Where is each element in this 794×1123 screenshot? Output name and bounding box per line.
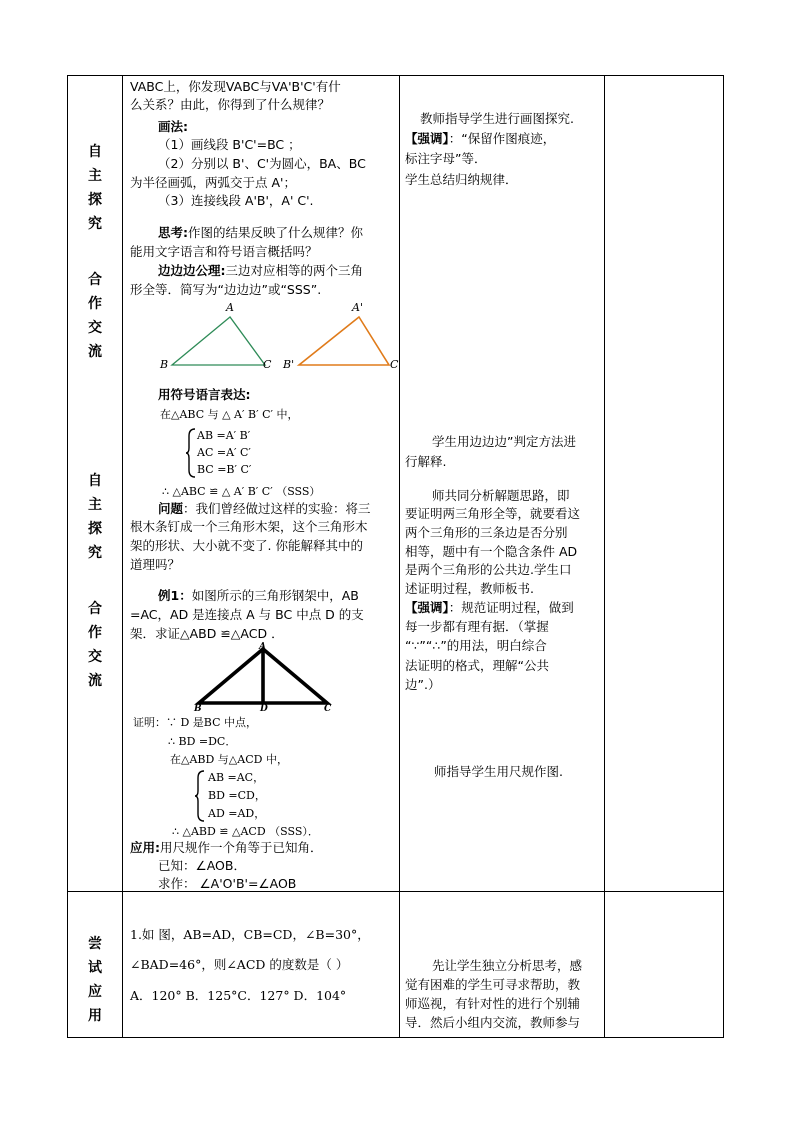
draw-step-2-cont: 为半径画弧，两弧交于点 A'； [130, 175, 296, 190]
question-line-3: 架的形状、大小就不变了. 你能解释其中的 [130, 538, 363, 553]
label-C-prime: C [390, 358, 399, 371]
draw-step-1: （1）画线段 B'C'=BC ； [158, 137, 301, 152]
label-C: C [263, 358, 272, 371]
teacher-line-13: 【强调】：规范证明过程，做到 [405, 600, 574, 615]
label-A-prime: A' [352, 301, 363, 314]
teacher-line-12: 述证明过程，教师板书. [405, 581, 534, 596]
label-A: A [226, 301, 234, 314]
table-col-divider-1 [122, 75, 123, 1037]
application-line: 应用:用尺规作一个角等于已知角． [130, 840, 323, 855]
think-line-1: 思考:作图的结果反映了什么规律？你 [158, 225, 364, 240]
proof-line-3: 在△ABD 与△ACD 中， [170, 753, 288, 766]
brace-icon [185, 428, 197, 478]
sss-line-2: 形全等．简写为“边边边”或“SSS”. [130, 282, 322, 297]
label-D: D [260, 704, 268, 714]
label-A: A [259, 642, 266, 652]
triangle-a-prime [299, 317, 389, 365]
make-line: 求作： ∠A'O'B'=∠AOB [158, 876, 297, 891]
steel-frame-figure [188, 640, 338, 714]
system-2-line-1: AB =AC， [208, 771, 265, 784]
teacher-line-17: 边”.） [405, 677, 441, 692]
try-line-1: 1.如 图，AB=AD，CB=CD，∠B=30°， [130, 927, 370, 942]
question-line-2: 根木条钉成一个三角形木架，这个三角形木 [130, 519, 368, 534]
left-label-section1-b: 合 作 交 流 [88, 272, 102, 360]
symbol-conclusion: ∴ △ABC ≌ △ A′ B′ C′ （SSS） [162, 485, 321, 498]
teacher-line-9: 两个三角形的三条边是否分别 [405, 525, 568, 540]
system-1-line-3: BC =B′ C′ [197, 463, 252, 476]
proof-conclusion: ∴ △ABD ≌ △ACD （SSS）． [172, 825, 319, 838]
triangles-figure [150, 298, 400, 376]
teacher-line-5: 学生用边边边”判定方法进 [432, 434, 576, 449]
system-2-line-2: BD =CD， [208, 789, 266, 802]
label-C: C [324, 704, 332, 714]
think-line-2: 能用文字语言和符号语言概括吗？ [130, 244, 318, 259]
system-2-line-3: AD =AD， [208, 807, 266, 820]
teacher-line-11: 是两个三角形的公共边.学生口 [405, 562, 572, 577]
symbol-title: 用符号语言表达: [158, 387, 251, 402]
draw-title: 画法: [158, 119, 188, 134]
label-B-prime: B' [283, 358, 295, 371]
triangle-abc [172, 317, 265, 365]
teacher-line-18: 师指导学生用尺规作图. [434, 764, 563, 779]
sss-line-1: 边边边公理:三边对应相等的两个三角 [158, 263, 364, 278]
table-top-border [67, 75, 724, 76]
teacher-line-20: 觉有困难的学生可寻求帮助，教 [405, 977, 581, 992]
question-line-4: 道理吗？ [130, 557, 181, 572]
symbol-intro: 在△ABC 与 △ A′ B′ C′ 中， [160, 408, 299, 421]
teacher-line-8: 要证明两三角形全等，就要看这 [405, 506, 581, 521]
teacher-line-3: 标注字母”等． [405, 151, 487, 166]
table-col-divider-2 [399, 75, 400, 1037]
system-1-line-2: AC =A′ C′ [197, 446, 251, 459]
left-label-section3: 尝 试 应 用 [88, 936, 102, 1024]
label-B: B [194, 704, 202, 714]
system-1-line-1: AB =A′ B′ [197, 429, 251, 442]
teacher-line-21: 师巡视，有针对性的进行个别辅 [405, 996, 581, 1011]
teacher-line-10: 相等，题中有一个隐含条件 AD [405, 544, 578, 559]
try-line-2: ∠BAD=46°，则∠ACD 的度数是（ ） [130, 957, 349, 972]
intro-line-2: 么关系？由此，你得到了什么规律？ [130, 97, 331, 112]
teacher-line-22: 导．然后小组内交流，教师参与 [405, 1015, 581, 1030]
intro-line-1: VABC上，你发现VABC与VA'B'C'有什 [130, 79, 341, 94]
table-bottom-border [67, 1037, 724, 1038]
table-col-divider-3 [604, 75, 605, 1037]
teacher-line-16: 法证明的格式，理解“公共 [405, 658, 549, 673]
teacher-line-15: “∵”“∴”的用法，明白综合 [405, 638, 547, 653]
draw-step-2: （2）分别以 B'、C'为圆心，BA、BC [158, 156, 366, 171]
try-line-3: A．120° B．125°C．127° D．104° [130, 988, 347, 1003]
teacher-line-6: 行解释. [405, 454, 447, 469]
left-label-section2-a: 自 主 探 究 [88, 473, 102, 561]
draw-step-3: （3）连接线段 A'B'，A' C'. [158, 193, 314, 208]
example-line-1: 例1：如图所示的三角形钢架中，AB [158, 588, 359, 603]
teacher-line-4: 学生总结归纳规律． [405, 172, 518, 187]
example-line-2: =AC，AD 是连接点 A 与 BC 中点 D 的支 [130, 607, 364, 622]
teacher-line-7: 师共同分析解题思路，即 [432, 488, 570, 503]
left-label-section1-a: 自 主 探 究 [88, 144, 102, 232]
table-right-border [723, 75, 724, 1037]
left-label-section2-b: 合 作 交 流 [88, 601, 102, 689]
proof-line-1: 证明：∵ D 是BC 中点， [133, 716, 258, 729]
teacher-line-14: 每一步都有理有据．（掌握 [405, 619, 549, 634]
brace-icon [194, 770, 206, 822]
proof-line-2: ∴ BD =DC． [168, 735, 237, 748]
teacher-line-2: 【强调】：“保留作图痕迹， [405, 131, 556, 146]
example-line-3: 架．求证△ABD ≌△ACD ． [130, 626, 284, 641]
teacher-line-19: 先让学生独立分析思考，感 [432, 958, 583, 973]
label-B: B [160, 358, 169, 371]
teacher-line-1: 教师指导学生进行画图探究. [420, 111, 574, 126]
question-line-1: 问题：我们曾经做过这样的实验：将三 [158, 501, 371, 516]
known-line: 已知：∠AOB． [158, 858, 246, 873]
table-left-border [67, 75, 68, 1037]
